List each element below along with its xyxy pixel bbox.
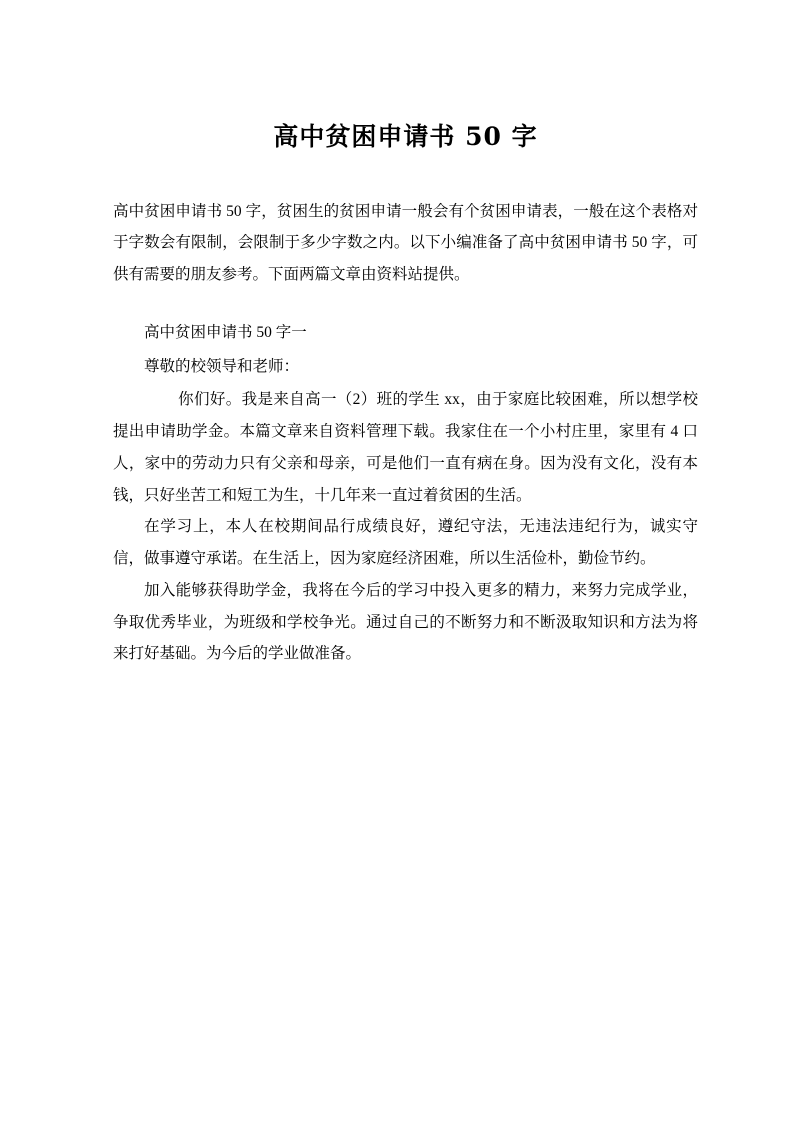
salutation-line: 尊敬的校领导和老师： (144, 357, 300, 375)
intro-paragraph: 高中贫困申请书 50 字，贫困生的贫困申请一般会有个贫困申请表，一般在这个表格对于字数会有限制，会限制于多少字数之内。以下小编准备了高中贫困申请书 50 字，可供有需要的朋友参考。下面两篇文章由资料站提供。 (113, 202, 698, 284)
body-paragraph-1: 你们好。我是来自高一（2）班的学生 xx，由于家庭比较困难，所以想学校提出申请助学金。本篇文章来自资料管理下载。我家住在一个小村庄里，家里有 4 口人，家中的劳动力只有父亲和母亲，可是他们一直有病在身。因为没有文化，没有本钱，只好坐苦工和短工为生，十几年来一直过着贫困的生活。 (113, 391, 698, 504)
body-paragraph-3: 加入能够获得助学金，我将在今后的学习中投入更多的精力，来努力完成学业，争取优秀毕业，为班级和学校争光。通过自己的不断努力和不断汲取知识和方法为将来打好基础。为今后的学业做准备。 (113, 581, 698, 663)
document-title: 高中贫困申请书 50 字 (273, 122, 538, 151)
section-subheading: 高中贫困申请书 50 字一 (144, 323, 307, 341)
body-paragraph-2: 在学习上，本人在校期间品行成绩良好，遵纪守法，无违法违纪行为，诚实守信，做事遵守承诺。在生活上，因为家庭经济困难，所以生活俭朴，勤俭节约。 (113, 518, 698, 568)
